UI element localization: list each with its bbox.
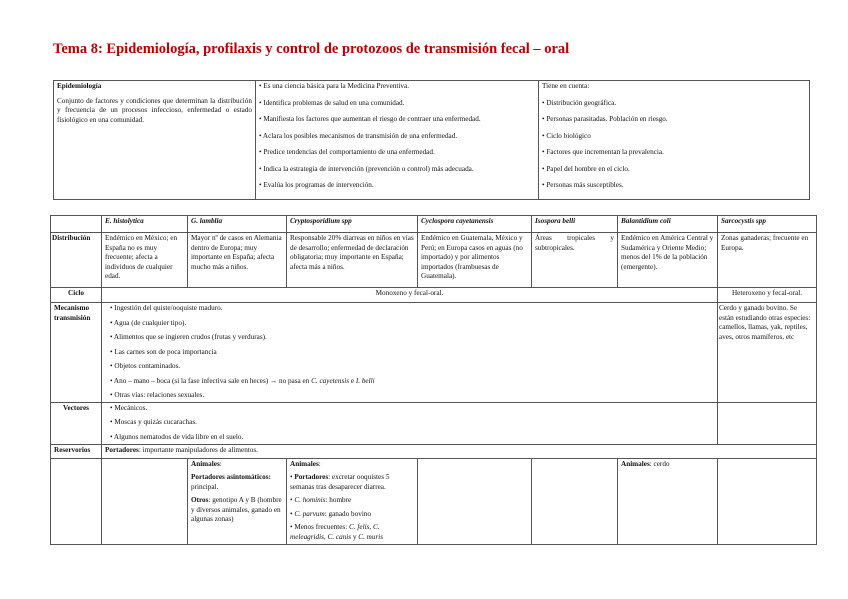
list-item — [191, 473, 283, 492]
table-cell: Responsable 20% diarreas en niños en vías de desarrollo; enfermedad de declaración obligatoria; muy importante en España; afecta más a niños. — [287, 233, 418, 288]
epidemiology-consider-cell — [539, 81, 810, 200]
list-item: • Identifica problemas de salud en una comunidad. — [259, 98, 405, 107]
list-item-text: y — [351, 532, 359, 541]
header-empty-cell — [51, 216, 102, 233]
list-item: • Ingestión del quiste/ooquiste maduro. — [110, 304, 223, 312]
table-row — [51, 233, 817, 288]
consider-heading: Tiene en cuenta: — [542, 82, 590, 90]
list-item-tail: no pasa en — [278, 376, 310, 385]
list-item: • Moscas y quizás cucarachas. — [110, 418, 197, 426]
list-item: • Personas más susceptibles. — [542, 181, 624, 189]
list-item — [191, 496, 283, 525]
list-item-tail: e — [350, 376, 355, 385]
list-item: • Indica la estrategia de intervención (prevención o control) más adecuada. — [259, 164, 474, 173]
mecanismo-cell — [102, 303, 718, 403]
animales-heading: Animales — [290, 459, 319, 468]
arrow-right-icon: → — [269, 376, 278, 385]
list-item: • Evalúa los programas de intervención. — [259, 181, 374, 189]
column-header: Cyclospora cayetanensis — [418, 216, 532, 233]
column-header: Cryptosporidium spp — [287, 216, 418, 233]
list-item: • Aclara los posibles mecanismos de transmisión de una enfermedad. — [259, 131, 458, 140]
column-header: G. lamblia — [188, 216, 287, 233]
vectores-cell — [102, 402, 718, 444]
list-item: • Ciclo biológico — [542, 131, 591, 140]
table-cell: Heteroxeno y fecal-oral. — [718, 288, 817, 303]
list-item: • Las carnes son de poca importancia — [110, 347, 217, 356]
table-header-row — [51, 216, 817, 233]
species-name: C. parvum — [294, 509, 325, 518]
species-name: C. felis, C. meleagridis, C. canis — [290, 523, 380, 541]
list-item: • C. hominis: hombre — [290, 496, 352, 504]
portadores-label: Portadores — [294, 473, 329, 481]
portadores-text: : excretar ooquistes 5 semanas tras desaparecer diarrea. — [290, 473, 390, 491]
list-item: • Objetos contaminados. — [110, 362, 181, 370]
table-row — [51, 444, 817, 458]
row-label-ciclo: Ciclo — [51, 288, 102, 303]
row-label-mecanismo: Mecanismo transmisión — [51, 303, 102, 403]
animales-heading: Animales — [191, 459, 220, 468]
species-name: C. cayetensis — [311, 376, 350, 385]
table-cell — [102, 444, 817, 458]
table-cell — [102, 458, 188, 544]
row-label-reservorios: Reservorios — [51, 444, 102, 458]
row-label-distribucion: Distribución — [51, 233, 102, 288]
list-item: • Predice tendencias del comportamiento de una enfermedad. — [259, 148, 435, 156]
list-item: • Menos frecuentes: C. felis, C. meleagridis, C. canis y C. muris — [290, 523, 384, 541]
list-item: • Personas parasitadas. Población en riesgo. — [542, 115, 668, 123]
list-item: • Alimentos que se ingieren crudos (frutas y verduras). — [110, 333, 267, 341]
list-item: • Otras vías: relaciones sexuales. — [110, 391, 205, 399]
species-name: I. belli — [355, 376, 375, 385]
list-item: • Distribución geográfica. — [542, 98, 617, 107]
otros-text: : genotipo A y B (hombre y diversos animales, ganado en algunas zonas) — [191, 496, 282, 523]
column-header: E. histolytica — [102, 216, 188, 233]
animales-heading: Animales — [621, 459, 650, 468]
table-row — [51, 402, 817, 444]
row-label-vectores: Vectores — [51, 402, 102, 444]
column-header: Isospora belli — [532, 216, 618, 233]
list-item: • C. parvum: ganado bovino — [290, 509, 371, 518]
giardia-reservorio-cell — [188, 458, 287, 544]
table-cell: Cerdo y ganado bovino. Se están estudiando otras especies: camellos, llamas, yak, reptiles, aves, otros mamíferos, etc — [718, 303, 817, 403]
table-row — [51, 303, 817, 403]
table-cell — [51, 458, 102, 544]
list-item: • Mecánicos. — [110, 403, 148, 412]
table-cell: Endémico en Guatemala, México y Perú; en Europa casos en aguas (no importado) y por alimentos importados (frambuesas de Guatemala). — [418, 233, 532, 288]
portadores-text: principal. — [191, 482, 219, 491]
portadores-label: Portadores asintomáticos: — [191, 473, 271, 481]
table-cell — [718, 402, 817, 444]
epidemiology-definition-cell — [54, 81, 256, 200]
list-item: Animales: — [290, 459, 321, 468]
crypto-reservorio-cell — [287, 458, 418, 544]
table-cell: Monoxeno y fecal-oral. — [102, 288, 718, 303]
table-cell — [532, 458, 618, 544]
epidemiology-definition: Conjunto de factores y condiciones que determinan la distribución y frecuencia de un procesos infeccioso, enfermedad o estado fisiológico en una comunidad. — [57, 96, 252, 124]
table-cell — [418, 458, 532, 544]
balantidium-text: : cerdo — [649, 459, 670, 468]
table-cell: Endémico en América Central y Sudamérica y Oriente Medio; menos del 1% de la población (emergente). — [618, 233, 718, 288]
table-cell: Mayor nº de casos en Alemania dentro de Europa; muy importante en España; afecta mucho más a niños. — [188, 233, 287, 288]
table-cell: Endémico en México; en España no es muy frecuente; afecta a individuos de cualquier edad. — [102, 233, 188, 288]
table-cell: Zonas ganaderas; frecuente en Europa. — [718, 233, 817, 288]
list-item-text: • Ano – mano – boca (si la fase infectiva sale en heces) — [110, 376, 269, 385]
balantidium-reservorio-cell — [618, 458, 718, 544]
list-item: • Es una ciencia básica para la Medicina Preventiva. — [259, 82, 409, 90]
list-item-text: : hombre — [325, 496, 352, 504]
table-row — [51, 458, 817, 544]
column-header: Balantidium coli — [618, 216, 718, 233]
otros-label: Otros — [191, 496, 209, 504]
reservorios-label: Portadores — [105, 445, 139, 454]
list-item: • Papel del hombre en el ciclo. — [542, 164, 630, 173]
epidemiology-heading: Epidemiología — [57, 82, 102, 90]
species-name: C. hominis — [294, 496, 326, 504]
reservorios-text: : importante manipuladores de alimentos. — [138, 445, 258, 454]
epidemiology-bullets-cell — [256, 81, 539, 200]
list-item — [110, 377, 714, 387]
species-name: C. muris — [358, 532, 384, 541]
list-item: Animales: — [191, 459, 222, 468]
epidemiology-table — [53, 80, 810, 200]
list-item: • Portadores: excretar ooquistes 5 semanas tras desaparecer diarrea. — [290, 473, 390, 491]
list-item-text: : ganado bovino — [324, 509, 371, 518]
table-row — [51, 288, 817, 303]
protozoa-table — [50, 215, 817, 545]
table-cell: Áreas tropicales y subtropicales. — [532, 233, 618, 288]
list-item: • Algunos nematodos de vida libre en el suelo. — [110, 432, 244, 441]
column-header: Sarcocystis spp — [718, 216, 817, 233]
list-item: • Manifiesta los factores que aumentan el riesgo de contraer una enfermedad. — [259, 115, 481, 123]
list-item: • Factores que incrementan la prevalencia. — [542, 148, 664, 156]
table-cell — [718, 458, 817, 544]
page-title: Tema 8: Epidemiología, profilaxis y control de protozoos de transmisión fecal – oral — [53, 41, 570, 57]
list-item-text: Menos frecuentes: — [294, 523, 350, 531]
list-item: • Agua (de cualquier tipo). — [110, 318, 187, 327]
